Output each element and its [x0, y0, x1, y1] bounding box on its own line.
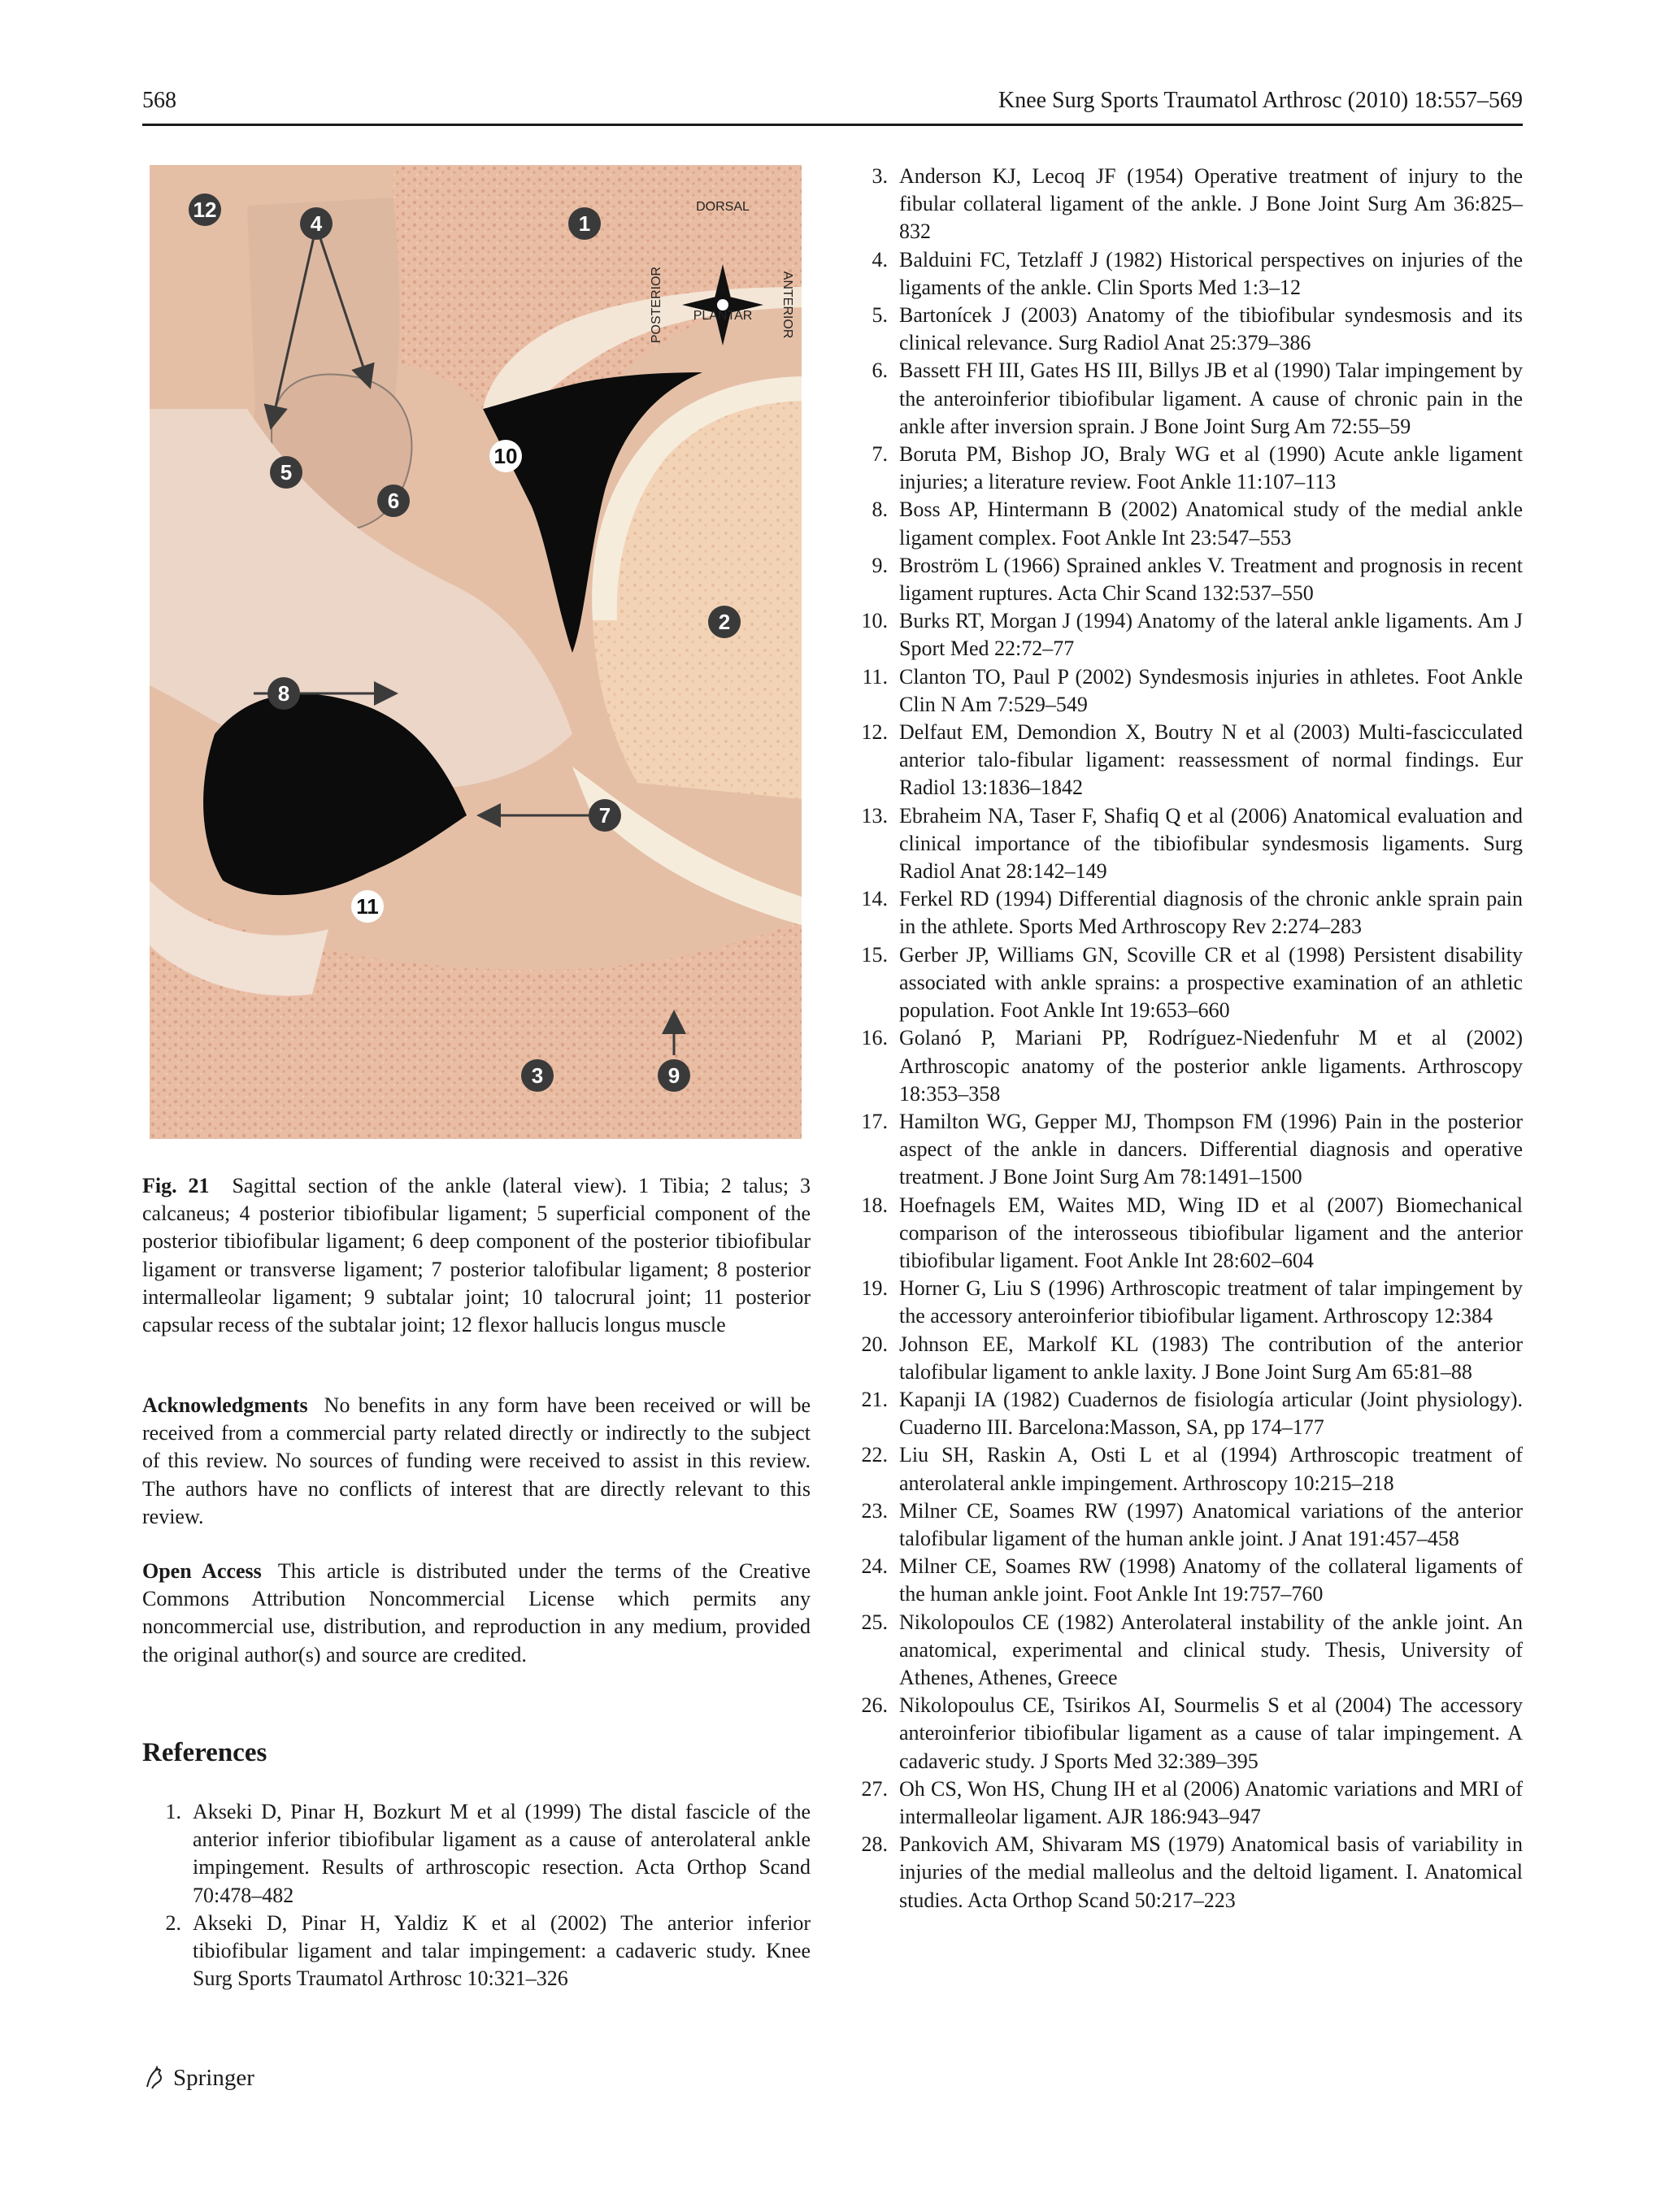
reference-item [846, 1775, 1523, 1831]
reference-number: 23. [861, 1498, 888, 1523]
reference-number: 3. [872, 164, 888, 188]
reference-item [142, 1798, 811, 1910]
running-header [142, 88, 1523, 124]
open-access-heading: Open Access [142, 1559, 262, 1583]
reference-text: Boruta PM, Bishop JO, Braly WG et al (1990) Acute ankle ligament injuries; a literature review. Foot Ankle 11:107–113 [899, 442, 1523, 494]
reference-number: 4. [872, 247, 888, 272]
reference-number: 11. [862, 664, 888, 689]
reference-number: 6. [872, 359, 888, 383]
marker-2: 2 [718, 610, 731, 634]
figure-21-photo [150, 165, 802, 1139]
reference-item [846, 1108, 1523, 1192]
references-list-right [846, 163, 1523, 1914]
reference-number: 1. [165, 1800, 181, 1823]
compass-anterior-label: ANTERIOR [780, 271, 794, 339]
reference-number: 2. [165, 1910, 181, 1935]
reference-text: Oh CS, Won HS, Chung IH et al (2006) Anatomic variations and MRI of intermalleolar ligament. AJR 186:943–947 [899, 1776, 1523, 1828]
reference-text: Burks RT, Morgan J (1994) Anatomy of the lateral ankle ligaments. Am J Sport Med 22:72–77 [899, 609, 1523, 661]
reference-item [846, 941, 1523, 1025]
figure-caption-label: Fig. 21 [142, 1174, 210, 1197]
reference-item [846, 1692, 1523, 1775]
reference-item [846, 302, 1523, 357]
compass-plantar-label: PLANTAR [693, 309, 753, 323]
reference-item [846, 1024, 1523, 1108]
reference-number: 16. [861, 1026, 888, 1050]
references-heading: References [142, 1738, 267, 1767]
reference-number: 22. [861, 1443, 888, 1467]
reference-text: Delfaut EM, Demondion X, Boutry N et al (2003) Multi-fascicculated anterior talo-fibular ligament: reassessment of normal findings. Eur Radiol 13:1836–1842 [899, 720, 1523, 800]
reference-item [846, 1609, 1523, 1693]
reference-item [846, 246, 1523, 302]
marker-11: 11 [356, 894, 379, 919]
compass-posterior-label: POSTERIOR [650, 266, 663, 344]
reference-number: 15. [861, 942, 888, 967]
reference-item [846, 719, 1523, 802]
references-list-left [142, 1798, 811, 1993]
reference-text: Nikolopoulos CE (1982) Anterolateral instability of the ankle joint. An anatomical, experimental and clinical study. Thesis, University of Athenes, Athenes, Greece [899, 1610, 1523, 1689]
reference-number: 26. [861, 1693, 888, 1718]
header-rule [142, 124, 1523, 126]
reference-text: Liu SH, Raskin A, Osti L et al (1994) Arthroscopic treatment of anterolateral ankle impingement. Arthroscopy 10:215–218 [899, 1443, 1523, 1495]
reference-item [846, 1441, 1523, 1497]
reference-item [846, 441, 1523, 496]
reference-number: 17. [861, 1109, 888, 1133]
open-access-text: This article is distributed under the terms of the Creative Commons Attribution Noncommercial License which permits any noncommercial use, distribution, and reproduction in any medium, provided the original author(s) and source are credited. [142, 1559, 811, 1667]
reference-text: Boss AP, Hintermann B (2002) Anatomical study of the medial ankle ligament complex. Foot Ankle Int 23:547–553 [899, 498, 1523, 550]
marker-12: 12 [193, 198, 217, 222]
reference-item [846, 663, 1523, 719]
reference-text: Broström L (1966) Sprained ankles V. Treatment and prognosis in recent ligament ruptures. Acta Chir Scand 132:537–550 [899, 553, 1523, 606]
acknowledgments-text: No benefits in any form have been received or will be received from a commercial party related directly or indirectly to the subject of this review. No sources of funding were received to assist in this review. The authors have no conflicts of interest that are directly relevant to this review. [142, 1393, 811, 1528]
publisher-name: Springer [173, 2064, 254, 2091]
reference-item [846, 1831, 1523, 1914]
reference-item [846, 1497, 1523, 1553]
reference-number: 21. [861, 1387, 888, 1411]
reference-item [846, 885, 1523, 941]
marker-6: 6 [387, 489, 400, 513]
reference-item [846, 1192, 1523, 1275]
acknowledgments [142, 1392, 811, 1531]
marker-7: 7 [598, 803, 611, 828]
reference-item [846, 1331, 1523, 1386]
reference-item [846, 607, 1523, 663]
reference-text: Akseki D, Pinar H, Bozkurt M et al (1999) The distal fascicle of the anterior inferior tibiofibular ligament as a cause of anterolateral ankle impingement. Results of arthroscopic resection. Acta Orthop Scand 70:478–482 [193, 1800, 811, 1907]
reference-item [846, 1386, 1523, 1441]
reference-text: Kapanji IA (1982) Cuadernos de fisiología articular (Joint physiology). Cuaderno III. Barcelona:Masson, SA, pp 174–177 [899, 1387, 1523, 1440]
marker-5: 5 [280, 460, 293, 485]
reference-text: Akseki D, Pinar H, Yaldiz K et al (2002) The anterior inferior tibiofibular ligament and talar impingement: a cadaveric study. Knee Surg Sports Traumatol Arthrosc 10:321–326 [193, 1910, 811, 1991]
reference-item [846, 357, 1523, 441]
reference-item [846, 496, 1523, 551]
reference-text: Ferkel RD (1994) Differential diagnosis of the chronic ankle sprain pain in the athlete. Sports Med Arthroscopy Rev 2:274–283 [899, 887, 1523, 939]
reference-number: 18. [861, 1193, 888, 1217]
reference-number: 14. [861, 887, 888, 911]
reference-number: 20. [861, 1332, 888, 1356]
reference-text: Milner CE, Soames RW (1998) Anatomy of the collateral ligaments of the human ankle joint. Foot Ankle Int 19:757–760 [899, 1554, 1523, 1606]
reference-text: Johnson EE, Markolf KL (1983) The contribution of the anterior talofibular ligament to ankle laxity. J Bone Joint Surg Am 65:81–88 [899, 1332, 1523, 1384]
marker-8: 8 [277, 681, 290, 706]
reference-number: 25. [861, 1610, 888, 1634]
ankle-section-image [150, 165, 802, 1139]
marker-10: 10 [493, 444, 518, 468]
compass-dorsal-label: DORSAL [696, 200, 750, 214]
reference-number: 27. [861, 1776, 888, 1801]
open-access [142, 1558, 811, 1669]
marker-4: 4 [310, 211, 323, 236]
marker-9: 9 [667, 1063, 680, 1088]
reference-text: Anderson KJ, Lecoq JF (1954) Operative treatment of injury to the fibular collateral ligament of the ankle. J Bone Joint Surg Am 36:825–832 [899, 164, 1523, 244]
figure-caption-text: Sagittal section of the ankle (lateral view). 1 Tibia; 2 talus; 3 calcaneus; 4 posterior tibiofibular ligament; 5 superficial component of the posterior tibiofibular ligament; 6 deep component of the posterior tibiofibular ligament or transverse ligament; 7 posterior talofibular ligament; 8 posterior intermalleolar ligament; 9 subtalar joint; 10 talocrural joint; 11 posterior capsular recess of the subtalar joint; 12 flexor hallucis longus muscle [142, 1174, 811, 1337]
reference-number: 10. [861, 609, 888, 633]
figure-caption [142, 1172, 811, 1339]
reference-item [846, 163, 1523, 246]
reference-number: 9. [872, 553, 888, 577]
reference-text: Ebraheim NA, Taser F, Shafiq Q et al (2006) Anatomical evaluation and clinical importance of the tibiofibular syndesmosis ligaments. Surg Radiol Anat 28:142–149 [899, 803, 1523, 884]
reference-item [846, 802, 1523, 886]
acknowledgments-heading: Acknowledgments [142, 1393, 308, 1417]
reference-text: Golanó P, Mariani PP, Rodríguez-Niedenfuhr M et al (2002) Arthroscopic anatomy of the posterior ankle ligaments. Arthroscopy 18:353–358 [899, 1026, 1523, 1106]
reference-text: Pankovich AM, Shivaram MS (1979) Anatomical basis of variability in injuries of the medial malleolus and the deltoid ligament. I. Anatomical studies. Acta Orthop Scand 50:217–223 [899, 1832, 1523, 1912]
reference-text: Bartonícek J (2003) Anatomy of the tibiofibular syndesmosis and its clinical relevance. Surg Radiol Anat 25:379–386 [899, 303, 1523, 355]
reference-text: Horner G, Liu S (1996) Arthroscopic treatment of talar impingement by the accessory anteroinferior tibiofibular ligament. Arthroscopy 12:384 [899, 1276, 1523, 1328]
reference-item [846, 1553, 1523, 1608]
reference-text: Hamilton WG, Gepper MJ, Thompson FM (1996) Pain in the posterior aspect of the ankle in dancers. Differential diagnosis and operative treatment. J Bone Joint Surg Am 78:1491–1500 [899, 1109, 1523, 1189]
marker-3: 3 [531, 1063, 544, 1088]
reference-item [142, 1910, 811, 1993]
reference-number: 8. [872, 498, 888, 522]
reference-text: Gerber JP, Williams GN, Scoville CR et al (1998) Persistent disability associated with ankle sprains: a prospective examination of an athletic population. Foot Ankle Int 19:653–660 [899, 942, 1523, 1023]
reference-text: Clanton TO, Paul P (2002) Syndesmosis injuries in athletes. Foot Ankle Clin N Am 7:529–549 [899, 664, 1523, 716]
reference-text: Milner CE, Soames RW (1997) Anatomical variations of the anterior talofibular ligament of the human ankle joint. J Anat 191:457–458 [899, 1498, 1523, 1550]
springer-horse-icon [142, 2066, 167, 2090]
reference-number: 12. [861, 720, 888, 745]
reference-number: 28. [861, 1832, 888, 1857]
journal-citation: Knee Surg Sports Traumatol Arthrosc (2010) 18:557–569 [998, 88, 1523, 113]
publisher-footer [142, 2062, 254, 2094]
reference-item [846, 1275, 1523, 1330]
marker-1: 1 [578, 211, 591, 236]
reference-number: 5. [872, 303, 888, 328]
page-number: 568 [142, 88, 176, 113]
reference-text: Hoefnagels EM, Waites MD, Wing ID et al (2007) Biomechanical comparison of the interosseous tibiofibular ligament and the anterior tibiofibular ligament. Foot Ankle Int 28:602–604 [899, 1193, 1523, 1272]
reference-number: 7. [872, 442, 888, 467]
reference-item [846, 552, 1523, 607]
reference-text: Bassett FH III, Gates HS III, Billys JB et al (1990) Talar impingement by the anteroinferior tibiofibular ligament. A cause of chronic pain in the ankle after inversion sprain. J Bone Joint Surg Am 72:55–59 [899, 359, 1523, 438]
reference-text: Nikolopoulus CE, Tsirikos AI, Sourmelis S et al (2004) The accessory anteroinferior tibiofibular ligament as a cause of talar impingement. A cadaveric study. J Sports Med 32:389–395 [899, 1693, 1523, 1773]
reference-text: Balduini FC, Tetzlaff J (1982) Historical perspectives on injuries of the ligaments of the ankle. Clin Sports Med 1:3–12 [899, 247, 1523, 299]
reference-number: 24. [861, 1554, 888, 1579]
reference-number: 13. [861, 803, 888, 828]
reference-number: 19. [861, 1276, 888, 1301]
